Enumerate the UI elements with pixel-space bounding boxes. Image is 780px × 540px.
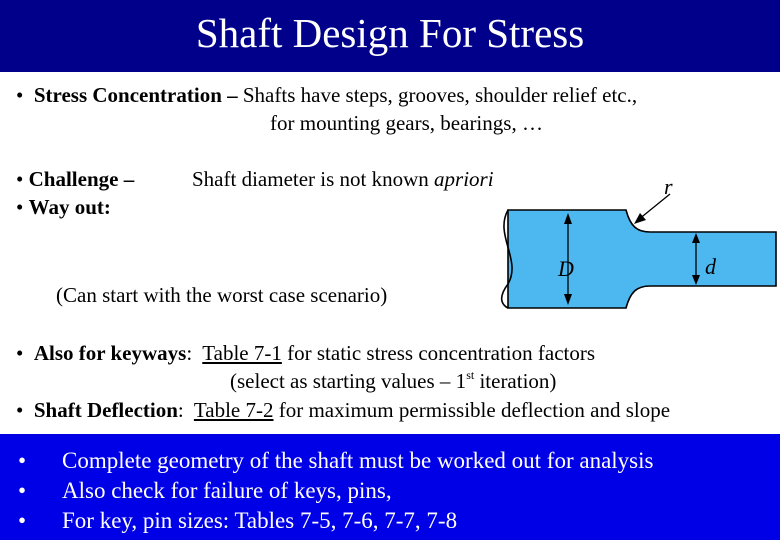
summary-bullet-2 bbox=[18, 476, 392, 506]
large-diameter-label: D bbox=[558, 256, 574, 281]
way-out-label: Way out: bbox=[28, 195, 111, 219]
bullet: • bbox=[18, 508, 27, 533]
bullet: • bbox=[18, 448, 27, 473]
keyways-text: for static stress concentration factors bbox=[281, 341, 596, 365]
challenge-text-plain: Shaft diameter is not known bbox=[192, 167, 435, 191]
keyways-line2-sup: st bbox=[466, 368, 475, 382]
stress-concentration-line bbox=[16, 82, 637, 108]
summary-text-3: For key, pin sizes: Tables 7-5, 7-6, 7-7, 7-8 bbox=[62, 508, 458, 533]
bullet: • bbox=[16, 167, 24, 191]
keyways-line bbox=[16, 340, 595, 366]
bullet: • bbox=[16, 341, 24, 365]
radius-label: r bbox=[664, 180, 673, 199]
table-7-1-link[interactable]: Table 7-1 bbox=[202, 341, 282, 365]
challenge-italic: apriori bbox=[434, 167, 494, 191]
bullet: • bbox=[16, 195, 24, 219]
bullet: • bbox=[16, 398, 24, 422]
table-7-2-link[interactable]: Table 7-2 bbox=[193, 398, 274, 422]
summary-bullet-1 bbox=[18, 446, 653, 476]
stress-concentration-text: Shafts have steps, grooves, shoulder relief etc., bbox=[242, 83, 638, 107]
keyways-line2 bbox=[230, 368, 556, 394]
keyways-colon: : bbox=[186, 341, 193, 365]
shaft-body bbox=[508, 210, 776, 308]
scenario-note: (Can start with the worst case scenario) bbox=[56, 283, 388, 307]
deflection-label: Shaft Deflection bbox=[33, 398, 178, 422]
summary-bullet-3 bbox=[18, 506, 457, 536]
summary-text-1: Complete geometry of the shaft must be worked out for analysis bbox=[62, 448, 654, 473]
keyways-line2-pre: (select as starting values – 1 bbox=[230, 369, 467, 393]
stress-concentration-line2: for mounting gears, bearings, … bbox=[270, 111, 543, 135]
keyways-line2-post: iteration) bbox=[474, 369, 557, 393]
way-out-line bbox=[16, 194, 111, 220]
small-diameter-label: d bbox=[705, 254, 716, 279]
challenge-label: Challenge – bbox=[28, 167, 135, 191]
shaft-step-diagram bbox=[498, 180, 778, 325]
slide-title: Shaft Design For Stress bbox=[195, 10, 585, 56]
bullet: • bbox=[16, 83, 24, 107]
summary-text-2: Also check for failure of keys, pins, bbox=[62, 478, 392, 503]
deflection-colon: : bbox=[177, 398, 184, 422]
bullet: • bbox=[18, 478, 27, 503]
challenge-label-line bbox=[16, 166, 134, 192]
deflection-line bbox=[16, 397, 670, 423]
stress-concentration-label: Stress Concentration – bbox=[33, 83, 238, 107]
deflection-text: for maximum permissible deflection and slope bbox=[273, 398, 671, 422]
keyways-label: Also for keyways bbox=[33, 341, 187, 365]
challenge-text bbox=[192, 166, 494, 192]
